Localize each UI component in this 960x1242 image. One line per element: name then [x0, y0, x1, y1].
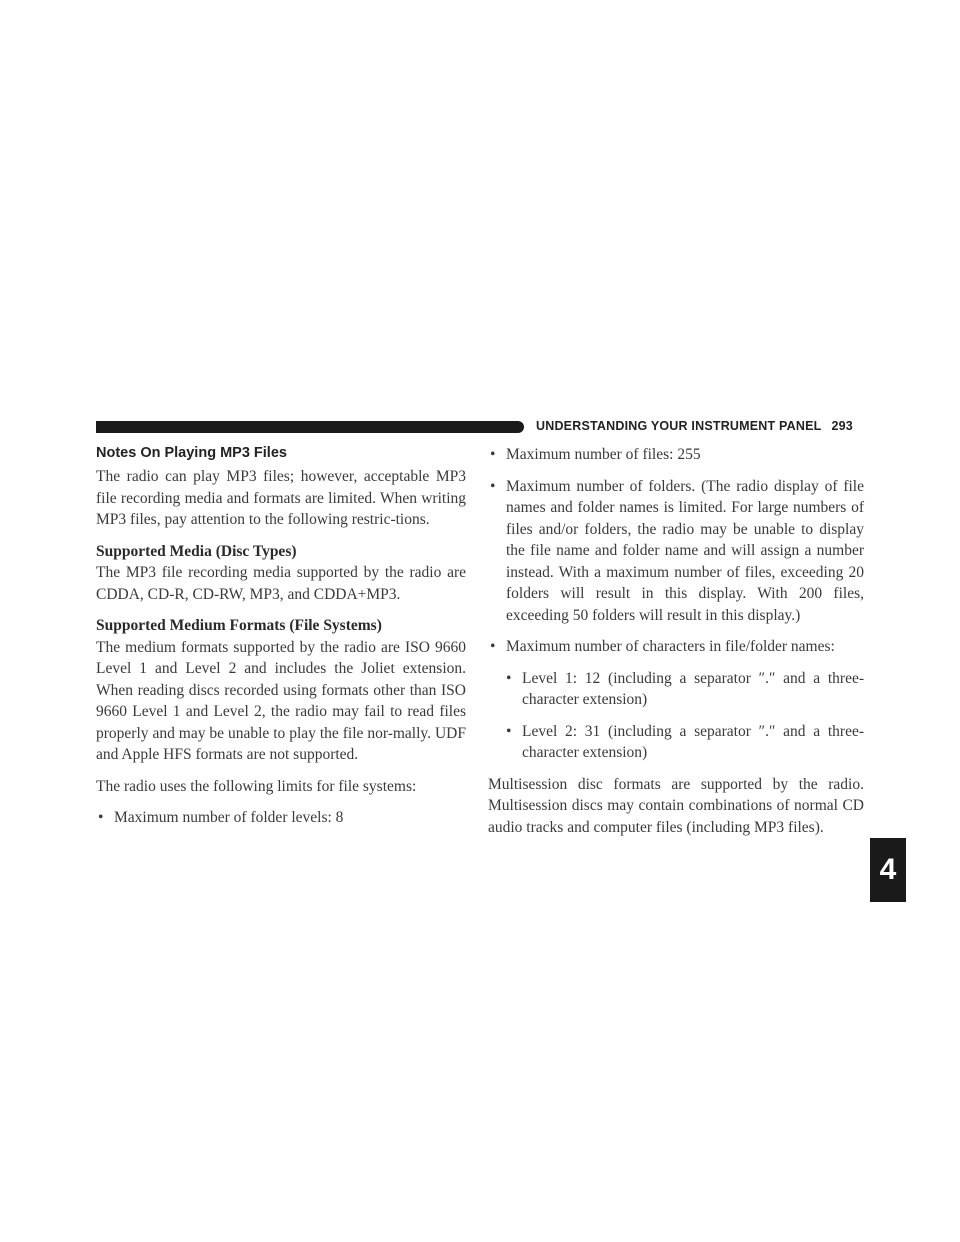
section-heading: Notes On Playing MP3 Files [96, 445, 287, 461]
formats-subheading: Supported Medium Formats (File Systems) [96, 617, 382, 634]
intro-paragraph: The radio can play MP3 files; however, acceptable MP3 file recording media and formats are limited. When writing MP3 files, pay attention to the following restric-tions. [96, 468, 466, 528]
bullet-max-files: • Maximum number of files: 255 [488, 444, 864, 466]
chapter-tab: 4 [870, 838, 906, 902]
bullet-max-folders: • Maximum number of folders. (The radio display of file names and folder names is limited. For large numbers of files and/or folders, the radio may be unable to display the file name and folder name and will assign a number instead. With a maximum number of files, exceeding 20 folders will result in this display. With 200 files, exceeding 50 folders will result in this display.) [488, 476, 864, 627]
bullet-folder-levels: • Maximum number of folder levels: 8 [96, 807, 466, 829]
limits-intro: The radio uses the following limits for file systems: [96, 777, 417, 795]
sub-bullet-level-2: • Level 2: 31 (including a separator ″.″ and a three-character extension) [504, 721, 864, 764]
page-number: 293 [831, 419, 853, 433]
running-head-title: UNDERSTANDING YOUR INSTRUMENT PANEL [536, 419, 822, 433]
left-column [96, 444, 466, 839]
right-column [488, 444, 864, 838]
multisession-paragraph: Multisession disc formats are supported by the radio. Multisession discs may contain combinations of normal CD audio tracks and computer files (including MP3 files). [488, 775, 864, 836]
media-subheading: Supported Media (Disc Types) [96, 542, 297, 560]
sub-bullet-level-1: • Level 1: 12 (including a separator ″.″ and a three-character extension) [504, 668, 864, 711]
bullet-max-characters: • Maximum number of characters in file/folder names: [488, 636, 864, 658]
formats-paragraph: The medium formats supported by the radio are ISO 9660 Level 1 and Level 2 and includes the Joliet extension. When reading discs recorded using formats other than ISO 9660 Level 1 and Level 2, the radio may fail to read files properly and may be unable to play the file nor-mally. UDF and Apple HFS formats are not supported. [96, 638, 466, 763]
media-paragraph: The MP3 file recording media supported by the radio are CDDA, CD-R, CD-RW, MP3, and CDDA+MP3. [96, 564, 466, 603]
header-rule-bar [96, 421, 524, 433]
running-head [536, 419, 853, 433]
